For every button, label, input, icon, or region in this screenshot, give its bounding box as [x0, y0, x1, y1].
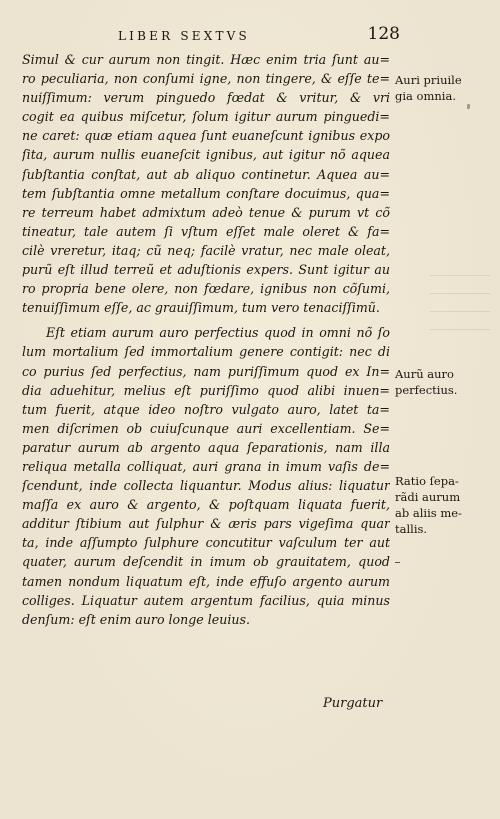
text-line: cogit ea quibus miſcetur, ſolum igitur aurum pinguedi=: [22, 109, 390, 125]
text-line: ſcendunt, inde collecta liquantur. Modus alius: liquatur: [22, 478, 390, 494]
margin-note-perfection: [395, 366, 495, 398]
text-line: tenuiſſimum eſſe, ac grauiſſimum, tum vero tenaciſſimũ.: [22, 300, 380, 316]
text-line: Simul & cur aurum non tingit. Hæc enim tria ſunt au=: [22, 52, 390, 67]
text-line: Eſt etiam aurum auro perfectius quod in omni nõ ſo: [46, 325, 390, 341]
ink-mark: [467, 104, 470, 109]
margin-note-line: tallis.: [395, 522, 428, 536]
text-line: ro peculiaria, non conſumi igne, non tingere, & eſſe te=: [22, 71, 390, 87]
text-line: tamen nondum liquatum eſt, inde effuſo argento aurum: [22, 573, 390, 589]
text-line: ro propria bene olere, non fœdare, ignibus non cõſumi,: [22, 281, 390, 297]
text-line: dia aduehitur, melius eſt puriſſimo quod alibi inuen=: [22, 382, 390, 398]
text-line: men diſcrimen ob cuiuſcunque auri excellentiam. Se=: [22, 420, 390, 436]
margin-note-line: rãdi aurum: [395, 490, 461, 504]
margin-dash: [395, 562, 400, 563]
margin-note-line: gia omnia.: [395, 89, 456, 103]
text-line: maſſa ex auro & argento, & poſtquam liquata fuerit,: [22, 497, 390, 513]
text-line: colliges. Liquatur autem argentum facilius, quia minus: [22, 592, 390, 608]
margin-note-line: Ratio ſepa-: [395, 474, 459, 488]
text-line: purũ eſt illud terreũ et aduſtionis expers. Sunt igitur au: [22, 262, 390, 278]
text-line: lum mortalium ſed immortalium genere contigit: nec di: [22, 344, 390, 360]
text-line: nuiſſimum: verum pinguedo fœdat & vritur, & vri: [22, 90, 390, 106]
text-line: co purius ſed perfectius, nam puriſſimum quod ex In=: [22, 363, 390, 379]
text-line: tem ſubſtantia omne metallum conſtare docuimus, qua=: [22, 185, 390, 201]
page-header: [118, 24, 400, 47]
main-text-block: [22, 50, 390, 629]
margin-note-line: ab aliis me-: [395, 506, 462, 520]
margin-note-line: Auri priuile: [395, 73, 462, 87]
text-line: re terreum habet admixtum adeò tenue & purum vt cõ: [22, 204, 390, 220]
text-line: ne caret: quæ etiam aquea ſunt euaneſcunt ignibus expo: [22, 128, 390, 144]
text-line: ſubſtantia conſtat, aut ab aliquo continetur. Aquea au=: [22, 166, 390, 182]
paragraph-1: [22, 50, 390, 317]
text-line: tum fuerit, atque ideo noſtro vulgato auro, latet ta=: [22, 401, 390, 417]
text-line: paratur aurum ab argento aqua ſeparationis, nam illa: [22, 439, 390, 455]
text-line: cilè vreretur, itaq; cũ neq; facilè vratur, nec male oleat,: [22, 242, 390, 258]
margin-note-privileges: [395, 72, 495, 104]
margin-note-line: perfectius.: [395, 383, 458, 397]
text-line: tineatur, tale autem ſi vſtum eſſet male oleret & fa=: [22, 223, 390, 239]
running-head: LIBER SEXTVS: [118, 29, 250, 43]
text-line: reliqua metalla colliquat, auri grana in imum vaſis de=: [22, 458, 390, 474]
show-through: [430, 260, 490, 330]
text-line: additur ſtibium aut ſulphur & æris pars vigeſima quar: [22, 516, 390, 532]
text-line: ta, inde aſſumpto ſulphure concutitur vaſculum ter aut: [22, 535, 390, 551]
paragraph-2: [22, 323, 390, 629]
margin-note-separation: [395, 473, 495, 537]
catchword: Purgatur: [323, 696, 383, 711]
text-line: ſita, aurum nullis euaneſcit ignibus, aut igitur nõ aquea: [22, 147, 390, 163]
text-line: denſum: eſt enim auro longe leuius.: [22, 611, 250, 627]
margin-note-line: Aurũ auro: [395, 367, 454, 381]
page-number: 128: [367, 24, 400, 44]
text-line: quater, aurum deſcendit in imum ob grauitatem, quod: [22, 554, 390, 570]
